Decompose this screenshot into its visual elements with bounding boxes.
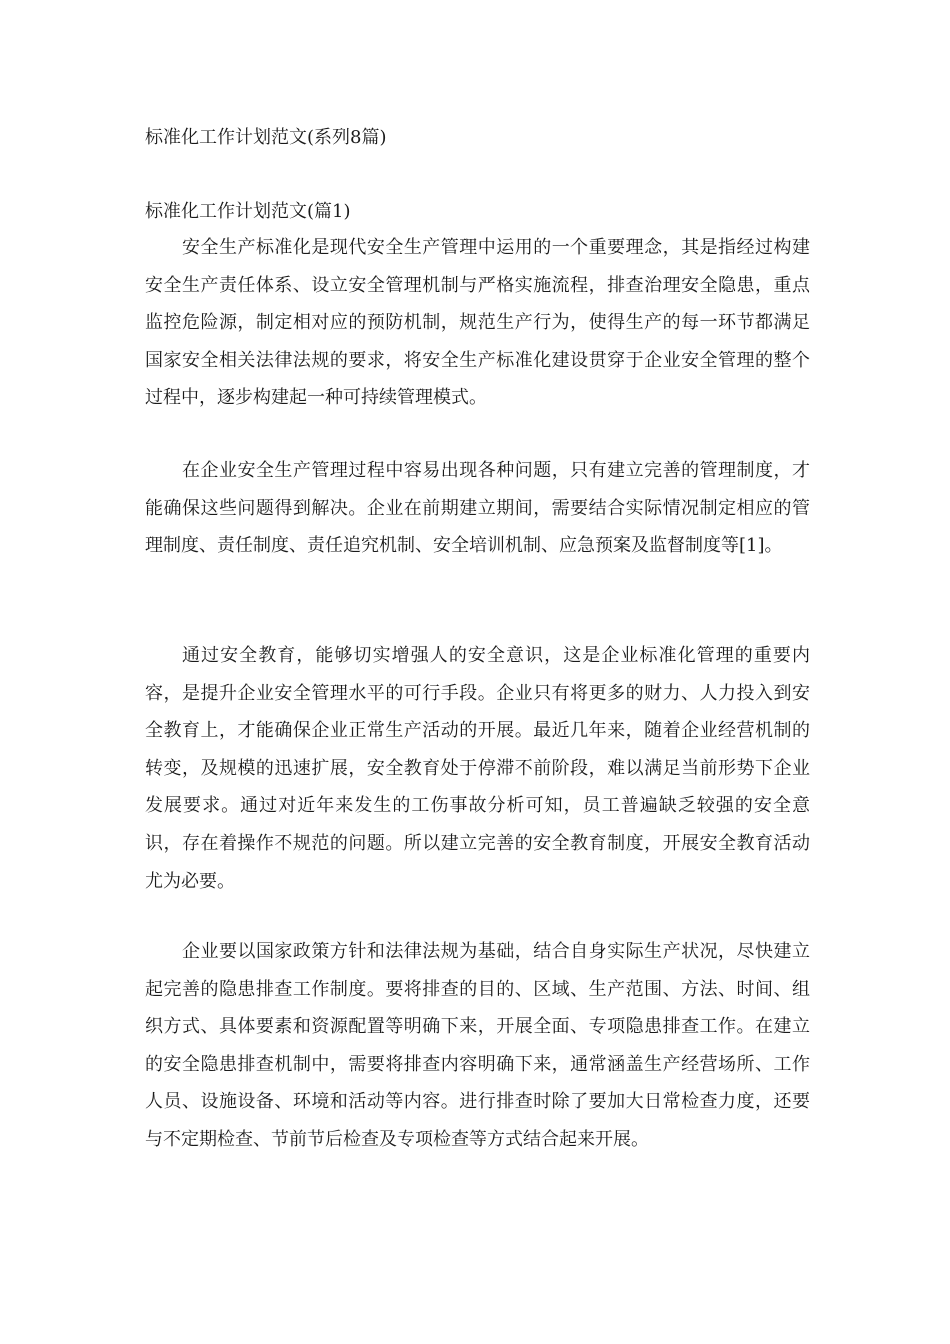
section-title: 标准化工作计划范文(篇1) <box>145 201 351 222</box>
paragraph-3: 通过安全教育，能够切实增强人的安全意识，这是企业标准化管理的重要内容，是提升企业安全管理水平的可行手段。企业只有将更多的财力、人力投入到安全教育上，才能确保企业正常生产活动的开展。最近几年来，随着企业经营机制的转变，及规模的迅速扩展，安全教育处于停滞不前阶段，难以满足当前形势下企业发展要求。通过对近年来发生的工伤事故分析可知，员工普遍缺乏较强的安全意识，存在着操作不规范的问题。所以建立完善的安全教育制度，开展安全教育活动尤为必要。 <box>145 645 810 892</box>
paragraph-1: 安全生产标准化是现代安全生产管理中运用的一个重要理念，其是指经过构建安全生产责任体系、设立安全管理机制与严格实施流程，排查治理安全隐患，重点监控危险源，制定相对应的预防机制，规范生产行为，使得生产的每一环节都满足国家安全相关法律法规的要求，将安全生产标准化建设贯穿于企业安全管理的整个过程中，逐步构建起一种可持续管理模式。 <box>145 237 810 409</box>
paragraph-4: 企业要以国家政策方针和法律法规为基础，结合自身实际生产状况，尽快建立起完善的隐患排查工作制度。要将排查的目的、区域、生产范围、方法、时间、组织方式、具体要素和资源配置等明确下来，开展全面、专项隐患排查工作。在建立的安全隐患排查机制中，需要将排查内容明确下来，通常涵盖生产经营场所、工作人员、设施设备、环境和活动等内容。进行排查时除了要加大日常检查力度，还要与不定期检查、节前节后检查及专项检查等方式结合起来开展。 <box>145 941 810 1150</box>
document-title: 标准化工作计划范文(系列8篇) <box>145 127 387 148</box>
paragraph-2: 在企业安全生产管理过程中容易出现各种问题，只有建立完善的管理制度，才能确保这些问题得到解决。企业在前期建立期间，需要结合实际情况制定相应的管理制度、责任制度、责任追究机制、安全培训机制、应急预案及监督制度等[1]。 <box>145 460 810 557</box>
